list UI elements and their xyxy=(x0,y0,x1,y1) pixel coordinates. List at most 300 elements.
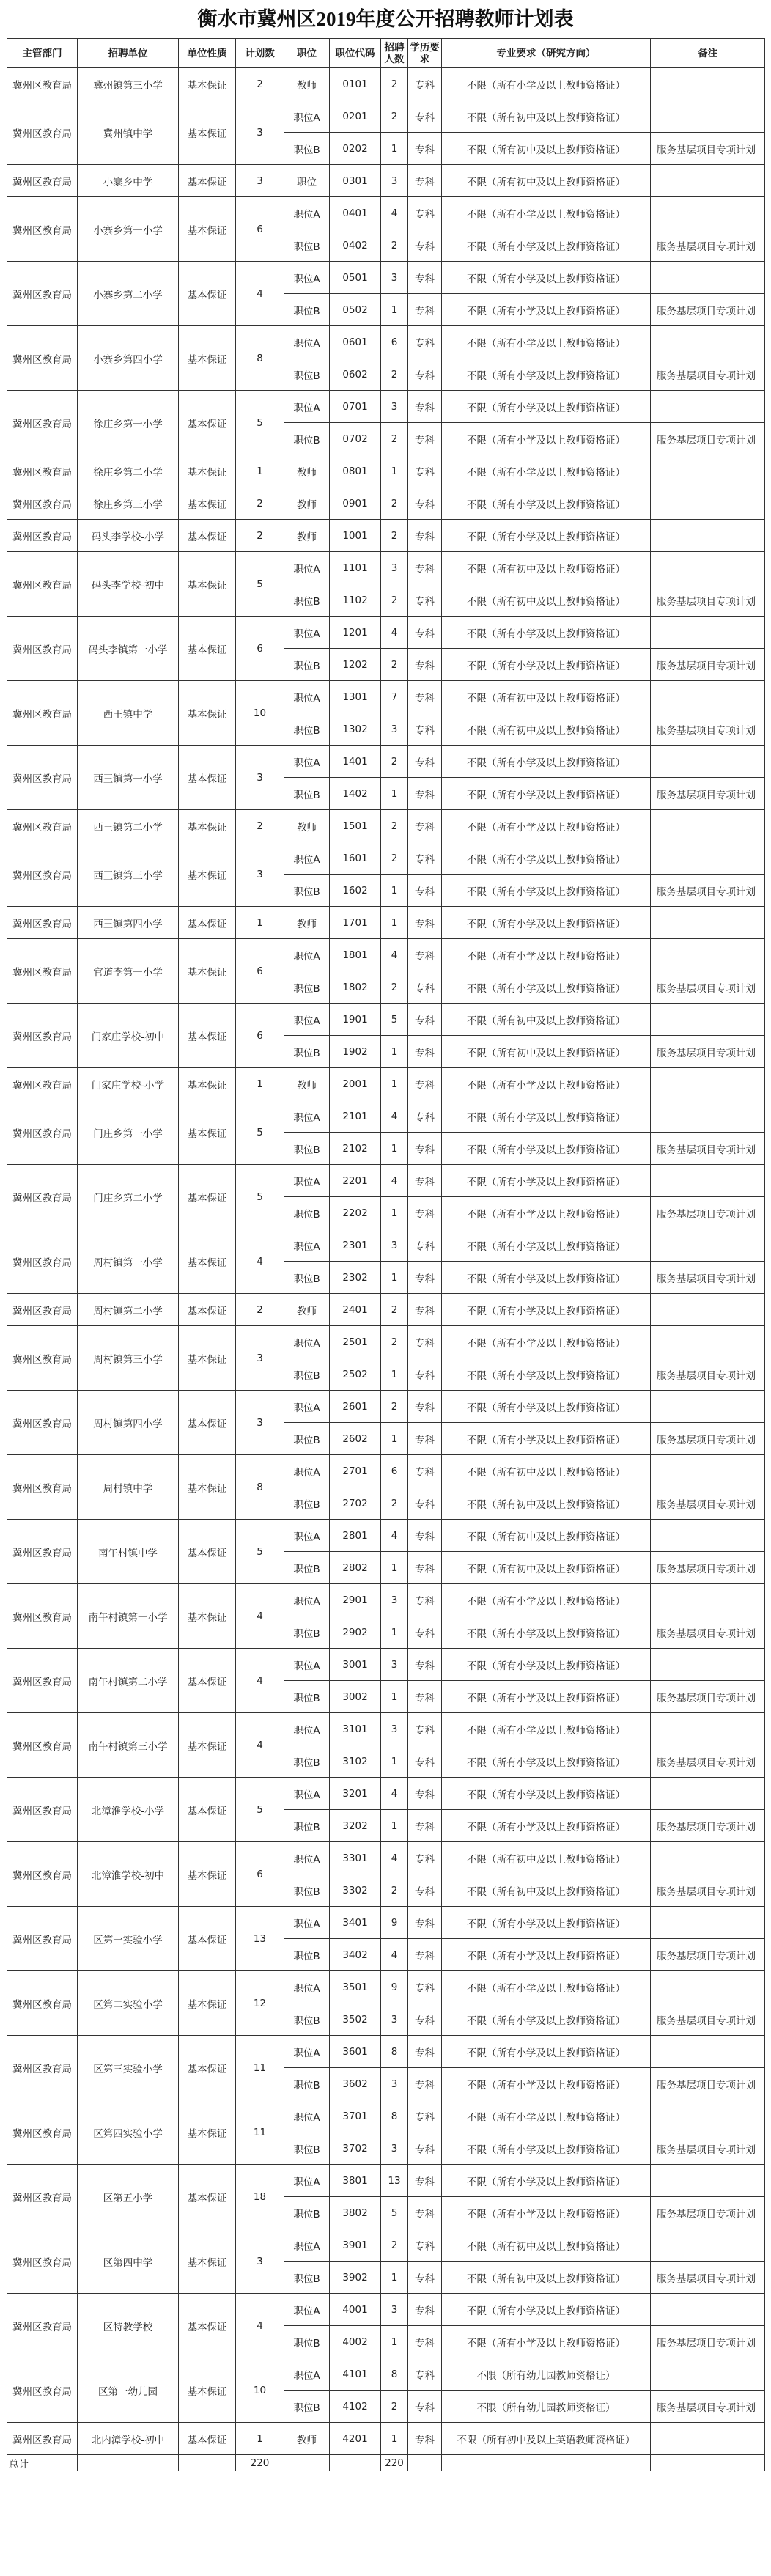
position-code-cell: 3501 xyxy=(330,1971,381,2003)
hire-count-cell: 2 xyxy=(381,229,408,262)
position-code-cell: 4002 xyxy=(330,2326,381,2358)
dept-cell: 冀州区教育局 xyxy=(7,1907,78,1971)
position-cell: 职位B xyxy=(284,584,330,617)
position-code-cell: 3101 xyxy=(330,1713,381,1745)
position-code-cell: 3302 xyxy=(330,1874,381,1907)
unit-cell: 冀州镇第三小学 xyxy=(78,68,179,100)
remarks-cell: 服务基层项目专项计划 xyxy=(651,2262,765,2294)
dept-cell: 冀州区教育局 xyxy=(7,68,78,100)
unit-cell: 小寨乡第一小学 xyxy=(78,197,179,262)
remarks-cell: 服务基层项目专项计划 xyxy=(651,1358,765,1391)
hire-count-cell: 2 xyxy=(381,1391,408,1423)
position-code-cell: 3002 xyxy=(330,1681,381,1713)
position-cell: 职位A xyxy=(284,681,330,713)
unit-cell: 门庄乡第一小学 xyxy=(78,1100,179,1165)
header-position-code: 职位代码 xyxy=(330,39,381,68)
table-row xyxy=(7,1229,765,1262)
education-cell: 专科 xyxy=(408,1745,442,1778)
plan-count-cell: 1 xyxy=(236,455,284,487)
hire-count-cell: 9 xyxy=(381,1907,408,1939)
hire-count-cell: 4 xyxy=(381,939,408,971)
remarks-cell xyxy=(651,2358,765,2391)
major-cell: 不限（所有小学及以上教师资格证） xyxy=(442,649,651,681)
unit-cell: 北漳淮学校-初中 xyxy=(78,1842,179,1907)
major-cell: 不限（所有初中及以上教师资格证） xyxy=(442,1487,651,1520)
education-cell: 专科 xyxy=(408,487,442,520)
hire-count-cell: 2 xyxy=(381,2391,408,2423)
position-cell: 职位B xyxy=(284,2132,330,2165)
position-code-cell: 3602 xyxy=(330,2068,381,2100)
education-cell: 专科 xyxy=(408,262,442,294)
unit-cell: 区第一实验小学 xyxy=(78,1907,179,1971)
dept-cell: 冀州区教育局 xyxy=(7,100,78,165)
position-cell: 职位B xyxy=(284,1616,330,1649)
position-code-cell: 2601 xyxy=(330,1391,381,1423)
table-row xyxy=(7,165,765,197)
table-row xyxy=(7,1004,765,1036)
unit-cell: 徐庄乡第二小学 xyxy=(78,455,179,487)
hire-count-cell: 1 xyxy=(381,1423,408,1455)
position-cell: 职位A xyxy=(284,842,330,875)
position-cell: 职位A xyxy=(284,2229,330,2262)
position-cell: 职位A xyxy=(284,1004,330,1036)
position-cell: 职位A xyxy=(284,1391,330,1423)
dept-cell: 冀州区教育局 xyxy=(7,2423,78,2455)
unit-type-cell: 基本保证 xyxy=(179,520,236,552)
recruitment-plan-table xyxy=(7,38,765,2471)
hire-count-cell: 2 xyxy=(381,971,408,1004)
position-code-cell: 3402 xyxy=(330,1939,381,1971)
hire-count-cell: 1 xyxy=(381,1616,408,1649)
unit-cell: 徐庄乡第三小学 xyxy=(78,487,179,520)
position-code-cell: 2502 xyxy=(330,1358,381,1391)
position-cell: 职位A xyxy=(284,262,330,294)
position-code-cell: 3901 xyxy=(330,2229,381,2262)
remarks-cell xyxy=(651,1649,765,1681)
unit-type-cell: 基本保证 xyxy=(179,810,236,842)
position-code-cell: 1402 xyxy=(330,778,381,810)
table-row xyxy=(7,68,765,100)
table-row xyxy=(7,1842,765,1874)
total-empty-cell xyxy=(78,2455,179,2472)
major-cell: 不限（所有小学及以上教师资格证） xyxy=(442,487,651,520)
unit-type-cell: 基本保证 xyxy=(179,326,236,391)
position-code-cell: 3701 xyxy=(330,2100,381,2132)
position-code-cell: 1601 xyxy=(330,842,381,875)
remarks-cell xyxy=(651,2036,765,2068)
hire-count-cell: 1 xyxy=(381,1262,408,1294)
position-code-cell: 0602 xyxy=(330,358,381,391)
education-cell: 专科 xyxy=(408,1423,442,1455)
unit-type-cell: 基本保证 xyxy=(179,1971,236,2036)
unit-cell: 门家庄学校-初中 xyxy=(78,1004,179,1068)
position-code-cell: 1301 xyxy=(330,681,381,713)
position-cell: 职位B xyxy=(284,2391,330,2423)
remarks-cell: 服务基层项目专项计划 xyxy=(651,1487,765,1520)
education-cell: 专科 xyxy=(408,1713,442,1745)
unit-type-cell: 基本保证 xyxy=(179,2423,236,2455)
remarks-cell xyxy=(651,326,765,358)
table-row xyxy=(7,520,765,552)
remarks-cell xyxy=(651,1713,765,1745)
unit-cell: 区第一幼儿园 xyxy=(78,2358,179,2423)
remarks-cell xyxy=(651,1391,765,1423)
unit-cell: 南午村镇第二小学 xyxy=(78,1649,179,1713)
position-cell: 教师 xyxy=(284,907,330,939)
plan-count-cell: 1 xyxy=(236,1068,284,1100)
plan-count-cell: 6 xyxy=(236,197,284,262)
education-cell: 专科 xyxy=(408,2229,442,2262)
plan-count-cell: 3 xyxy=(236,842,284,907)
table-row xyxy=(7,746,765,778)
plan-count-cell: 2 xyxy=(236,810,284,842)
plan-count-cell: 4 xyxy=(236,1713,284,1778)
education-cell: 专科 xyxy=(408,326,442,358)
hire-count-cell: 2 xyxy=(381,2229,408,2262)
education-cell: 专科 xyxy=(408,2036,442,2068)
remarks-cell: 服务基层项目专项计划 xyxy=(651,778,765,810)
hire-count-cell: 4 xyxy=(381,1520,408,1552)
dept-cell: 冀州区教育局 xyxy=(7,2229,78,2294)
major-cell: 不限（所有小学及以上教师资格证） xyxy=(442,262,651,294)
plan-count-cell: 4 xyxy=(236,2294,284,2358)
position-cell: 教师 xyxy=(284,520,330,552)
position-code-cell: 3401 xyxy=(330,1907,381,1939)
position-cell: 职位B xyxy=(284,2068,330,2100)
unit-cell: 区第四实验小学 xyxy=(78,2100,179,2165)
remarks-cell: 服务基层项目专项计划 xyxy=(651,584,765,617)
total-empty-cell xyxy=(442,2455,651,2472)
major-cell: 不限（所有小学及以上教师资格证） xyxy=(442,1649,651,1681)
remarks-cell: 服务基层项目专项计划 xyxy=(651,1939,765,1971)
total-row xyxy=(7,2455,765,2472)
hire-count-cell: 3 xyxy=(381,2068,408,2100)
position-cell: 职位B xyxy=(284,1197,330,1229)
table-row xyxy=(7,810,765,842)
dept-cell: 冀州区教育局 xyxy=(7,907,78,939)
education-cell: 专科 xyxy=(408,294,442,326)
position-cell: 职位B xyxy=(284,1681,330,1713)
position-code-cell: 2001 xyxy=(330,1068,381,1100)
plan-count-cell: 5 xyxy=(236,1100,284,1165)
position-code-cell: 1001 xyxy=(330,520,381,552)
dept-cell: 冀州区教育局 xyxy=(7,681,78,746)
unit-cell: 周村镇第四小学 xyxy=(78,1391,179,1455)
major-cell: 不限（所有初中及以上教师资格证） xyxy=(442,1520,651,1552)
remarks-cell xyxy=(651,1842,765,1874)
major-cell: 不限（所有小学及以上教师资格证） xyxy=(442,2294,651,2326)
major-cell: 不限（所有小学及以上教师资格证） xyxy=(442,1907,651,1939)
major-cell: 不限（所有小学及以上教师资格证） xyxy=(442,939,651,971)
table-row xyxy=(7,197,765,229)
unit-type-cell: 基本保证 xyxy=(179,165,236,197)
major-cell: 不限（所有初中及以上教师资格证） xyxy=(442,2229,651,2262)
position-cell: 职位B xyxy=(284,649,330,681)
major-cell: 不限（所有初中及以上教师资格证） xyxy=(442,1455,651,1487)
hire-count-cell: 3 xyxy=(381,1649,408,1681)
plan-count-cell: 3 xyxy=(236,165,284,197)
hire-count-cell: 2 xyxy=(381,746,408,778)
unit-type-cell: 基本保证 xyxy=(179,939,236,1004)
major-cell: 不限（所有小学及以上教师资格证） xyxy=(442,1133,651,1165)
hire-count-cell: 2 xyxy=(381,423,408,455)
education-cell: 专科 xyxy=(408,1939,442,1971)
unit-cell: 西王镇第一小学 xyxy=(78,746,179,810)
dept-cell: 冀州区教育局 xyxy=(7,939,78,1004)
hire-count-cell: 2 xyxy=(381,487,408,520)
major-cell: 不限（所有小学及以上教师资格证） xyxy=(442,1584,651,1616)
table-row xyxy=(7,1391,765,1423)
position-cell: 职位A xyxy=(284,1229,330,1262)
remarks-cell xyxy=(651,2423,765,2455)
remarks-cell: 服务基层项目专项计划 xyxy=(651,1197,765,1229)
remarks-cell: 服务基层项目专项计划 xyxy=(651,1874,765,1907)
position-cell: 职位B xyxy=(284,358,330,391)
remarks-cell xyxy=(651,552,765,584)
position-code-cell: 4201 xyxy=(330,2423,381,2455)
unit-type-cell: 基本保证 xyxy=(179,2294,236,2358)
dept-cell: 冀州区教育局 xyxy=(7,1842,78,1907)
unit-type-cell: 基本保证 xyxy=(179,617,236,681)
major-cell: 不限（所有初中及以上教师资格证） xyxy=(442,584,651,617)
unit-type-cell: 基本保证 xyxy=(179,1294,236,1326)
position-cell: 教师 xyxy=(284,1294,330,1326)
remarks-cell xyxy=(651,1165,765,1197)
position-cell: 职位A xyxy=(284,617,330,649)
remarks-cell xyxy=(651,1520,765,1552)
dept-cell: 冀州区教育局 xyxy=(7,2165,78,2229)
hire-count-cell: 4 xyxy=(381,617,408,649)
remarks-cell: 服务基层项目专项计划 xyxy=(651,2391,765,2423)
hire-count-cell: 3 xyxy=(381,1713,408,1745)
unit-type-cell: 基本保证 xyxy=(179,746,236,810)
unit-type-cell: 基本保证 xyxy=(179,197,236,262)
position-code-cell: 3502 xyxy=(330,2003,381,2036)
table-row xyxy=(7,391,765,423)
unit-cell: 门庄乡第二小学 xyxy=(78,1165,179,1229)
education-cell: 专科 xyxy=(408,1197,442,1229)
position-cell: 职位B xyxy=(284,294,330,326)
major-cell: 不限（所有小学及以上教师资格证） xyxy=(442,294,651,326)
table-row xyxy=(7,1971,765,2003)
total-empty-cell xyxy=(651,2455,765,2472)
position-code-cell: 1901 xyxy=(330,1004,381,1036)
education-cell: 专科 xyxy=(408,584,442,617)
position-cell: 职位A xyxy=(284,1971,330,2003)
plan-count-cell: 3 xyxy=(236,1326,284,1391)
plan-count-cell: 3 xyxy=(236,1391,284,1455)
position-cell: 职位B xyxy=(284,1262,330,1294)
education-cell: 专科 xyxy=(408,552,442,584)
remarks-cell: 服务基层项目专项计划 xyxy=(651,2326,765,2358)
table-row xyxy=(7,939,765,971)
position-cell: 职位A xyxy=(284,1842,330,1874)
education-cell: 专科 xyxy=(408,2197,442,2229)
hire-count-cell: 1 xyxy=(381,907,408,939)
position-cell: 教师 xyxy=(284,68,330,100)
position-cell: 职位A xyxy=(284,2294,330,2326)
education-cell: 专科 xyxy=(408,1262,442,1294)
unit-cell: 门家庄学校-小学 xyxy=(78,1068,179,1100)
plan-count-cell: 1 xyxy=(236,2423,284,2455)
major-cell: 不限（所有初中及以上教师资格证） xyxy=(442,552,651,584)
position-cell: 职位A xyxy=(284,1649,330,1681)
position-cell: 职位A xyxy=(284,197,330,229)
hire-count-cell: 3 xyxy=(381,165,408,197)
remarks-cell xyxy=(651,2100,765,2132)
education-cell: 专科 xyxy=(408,1616,442,1649)
major-cell: 不限（所有小学及以上教师资格证） xyxy=(442,2132,651,2165)
education-cell: 专科 xyxy=(408,1681,442,1713)
major-cell: 不限（所有初中及以上英语教师资格证） xyxy=(442,2423,651,2455)
remarks-cell xyxy=(651,455,765,487)
plan-count-cell: 6 xyxy=(236,1842,284,1907)
education-cell: 专科 xyxy=(408,1068,442,1100)
education-cell: 专科 xyxy=(408,1584,442,1616)
remarks-cell xyxy=(651,1004,765,1036)
unit-cell: 西王镇第三小学 xyxy=(78,842,179,907)
document-title: 衡水市冀州区2019年度公开招聘教师计划表 xyxy=(197,8,574,30)
plan-count-cell: 2 xyxy=(236,1294,284,1326)
position-code-cell: 2701 xyxy=(330,1455,381,1487)
dept-cell: 冀州区教育局 xyxy=(7,1584,78,1649)
major-cell: 不限（所有小学及以上教师资格证） xyxy=(442,229,651,262)
dept-cell: 冀州区教育局 xyxy=(7,617,78,681)
table-row xyxy=(7,100,765,133)
position-cell: 职位A xyxy=(284,326,330,358)
position-cell: 职位A xyxy=(284,1326,330,1358)
remarks-cell xyxy=(651,68,765,100)
education-cell: 专科 xyxy=(408,2068,442,2100)
position-code-cell: 1302 xyxy=(330,713,381,746)
table-row xyxy=(7,2100,765,2132)
unit-cell: 小寨乡第四小学 xyxy=(78,326,179,391)
position-code-cell: 2302 xyxy=(330,1262,381,1294)
total-hire-count: 220 xyxy=(381,2455,408,2472)
major-cell: 不限（所有小学及以上教师资格证） xyxy=(442,391,651,423)
major-cell: 不限（所有小学及以上教师资格证） xyxy=(442,1197,651,1229)
hire-count-cell: 2 xyxy=(381,1326,408,1358)
major-cell: 不限（所有初中及以上教师资格证） xyxy=(442,1036,651,1068)
remarks-cell: 服务基层项目专项计划 xyxy=(651,2003,765,2036)
table-row xyxy=(7,2229,765,2262)
unit-type-cell: 基本保证 xyxy=(179,1100,236,1165)
plan-count-cell: 2 xyxy=(236,68,284,100)
hire-count-cell: 1 xyxy=(381,778,408,810)
remarks-cell xyxy=(651,1068,765,1100)
dept-cell: 冀州区教育局 xyxy=(7,1294,78,1326)
position-code-cell: 4001 xyxy=(330,2294,381,2326)
position-cell: 职位B xyxy=(284,1036,330,1068)
total-empty-cell xyxy=(284,2455,330,2472)
remarks-cell xyxy=(651,2294,765,2326)
position-code-cell: 1701 xyxy=(330,907,381,939)
position-code-cell: 0501 xyxy=(330,262,381,294)
dept-cell: 冀州区教育局 xyxy=(7,1229,78,1294)
remarks-cell xyxy=(651,810,765,842)
unit-type-cell: 基本保证 xyxy=(179,68,236,100)
position-code-cell: 1801 xyxy=(330,939,381,971)
hire-count-cell: 1 xyxy=(381,1745,408,1778)
plan-count-cell: 4 xyxy=(236,1229,284,1294)
dept-cell: 冀州区教育局 xyxy=(7,1100,78,1165)
dept-cell: 冀州区教育局 xyxy=(7,165,78,197)
dept-cell: 冀州区教育局 xyxy=(7,552,78,617)
education-cell: 专科 xyxy=(408,713,442,746)
education-cell: 专科 xyxy=(408,778,442,810)
education-cell: 专科 xyxy=(408,1520,442,1552)
unit-cell: 西王镇中学 xyxy=(78,681,179,746)
total-empty-cell xyxy=(330,2455,381,2472)
table-row xyxy=(7,1520,765,1552)
major-cell: 不限（所有小学及以上教师资格证） xyxy=(442,2197,651,2229)
major-cell: 不限（所有小学及以上教师资格证） xyxy=(442,1713,651,1745)
position-code-cell: 0201 xyxy=(330,100,381,133)
remarks-cell: 服务基层项目专项计划 xyxy=(651,1616,765,1649)
unit-cell: 北内漳学校-初中 xyxy=(78,2423,179,2455)
dept-cell: 冀州区教育局 xyxy=(7,1971,78,2036)
education-cell: 专科 xyxy=(408,197,442,229)
education-cell: 专科 xyxy=(408,842,442,875)
hire-count-cell: 1 xyxy=(381,1197,408,1229)
remarks-cell xyxy=(651,262,765,294)
education-cell: 专科 xyxy=(408,165,442,197)
unit-cell: 西王镇第四小学 xyxy=(78,907,179,939)
remarks-cell xyxy=(651,907,765,939)
education-cell: 专科 xyxy=(408,1229,442,1262)
position-code-cell: 3201 xyxy=(330,1778,381,1810)
major-cell: 不限（所有初中及以上教师资格证） xyxy=(442,100,651,133)
position-cell: 职位A xyxy=(284,1584,330,1616)
unit-type-cell: 基本保证 xyxy=(179,842,236,907)
position-cell: 职位A xyxy=(284,552,330,584)
plan-count-cell: 11 xyxy=(236,2100,284,2165)
table-row xyxy=(7,262,765,294)
education-cell: 专科 xyxy=(408,1391,442,1423)
remarks-cell xyxy=(651,1455,765,1487)
education-cell: 专科 xyxy=(408,1358,442,1391)
major-cell: 不限（所有小学及以上教师资格证） xyxy=(442,1745,651,1778)
major-cell: 不限（所有小学及以上教师资格证） xyxy=(442,423,651,455)
major-cell: 不限（所有小学及以上教师资格证） xyxy=(442,1358,651,1391)
major-cell: 不限（所有小学及以上教师资格证） xyxy=(442,617,651,649)
hire-count-cell: 1 xyxy=(381,455,408,487)
major-cell: 不限（所有小学及以上教师资格证） xyxy=(442,842,651,875)
education-cell: 专科 xyxy=(408,1778,442,1810)
hire-count-cell: 1 xyxy=(381,1036,408,1068)
position-code-cell: 1501 xyxy=(330,810,381,842)
hire-count-cell: 2 xyxy=(381,1874,408,1907)
education-cell: 专科 xyxy=(408,939,442,971)
position-cell: 职位B xyxy=(284,778,330,810)
position-cell: 职位B xyxy=(284,229,330,262)
position-code-cell: 1101 xyxy=(330,552,381,584)
dept-cell: 冀州区教育局 xyxy=(7,1778,78,1842)
dept-cell: 冀州区教育局 xyxy=(7,1455,78,1520)
unit-type-cell: 基本保证 xyxy=(179,1391,236,1455)
hire-count-cell: 3 xyxy=(381,713,408,746)
position-cell: 职位B xyxy=(284,133,330,165)
major-cell: 不限（所有小学及以上教师资格证） xyxy=(442,1294,651,1326)
position-cell: 职位A xyxy=(284,391,330,423)
table-row xyxy=(7,1778,765,1810)
unit-cell: 官道李第一小学 xyxy=(78,939,179,1004)
position-code-cell: 3301 xyxy=(330,1842,381,1874)
table-row xyxy=(7,1165,765,1197)
position-code-cell: 2301 xyxy=(330,1229,381,1262)
education-cell: 专科 xyxy=(408,2100,442,2132)
major-cell: 不限（所有小学及以上教师资格证） xyxy=(442,1681,651,1713)
